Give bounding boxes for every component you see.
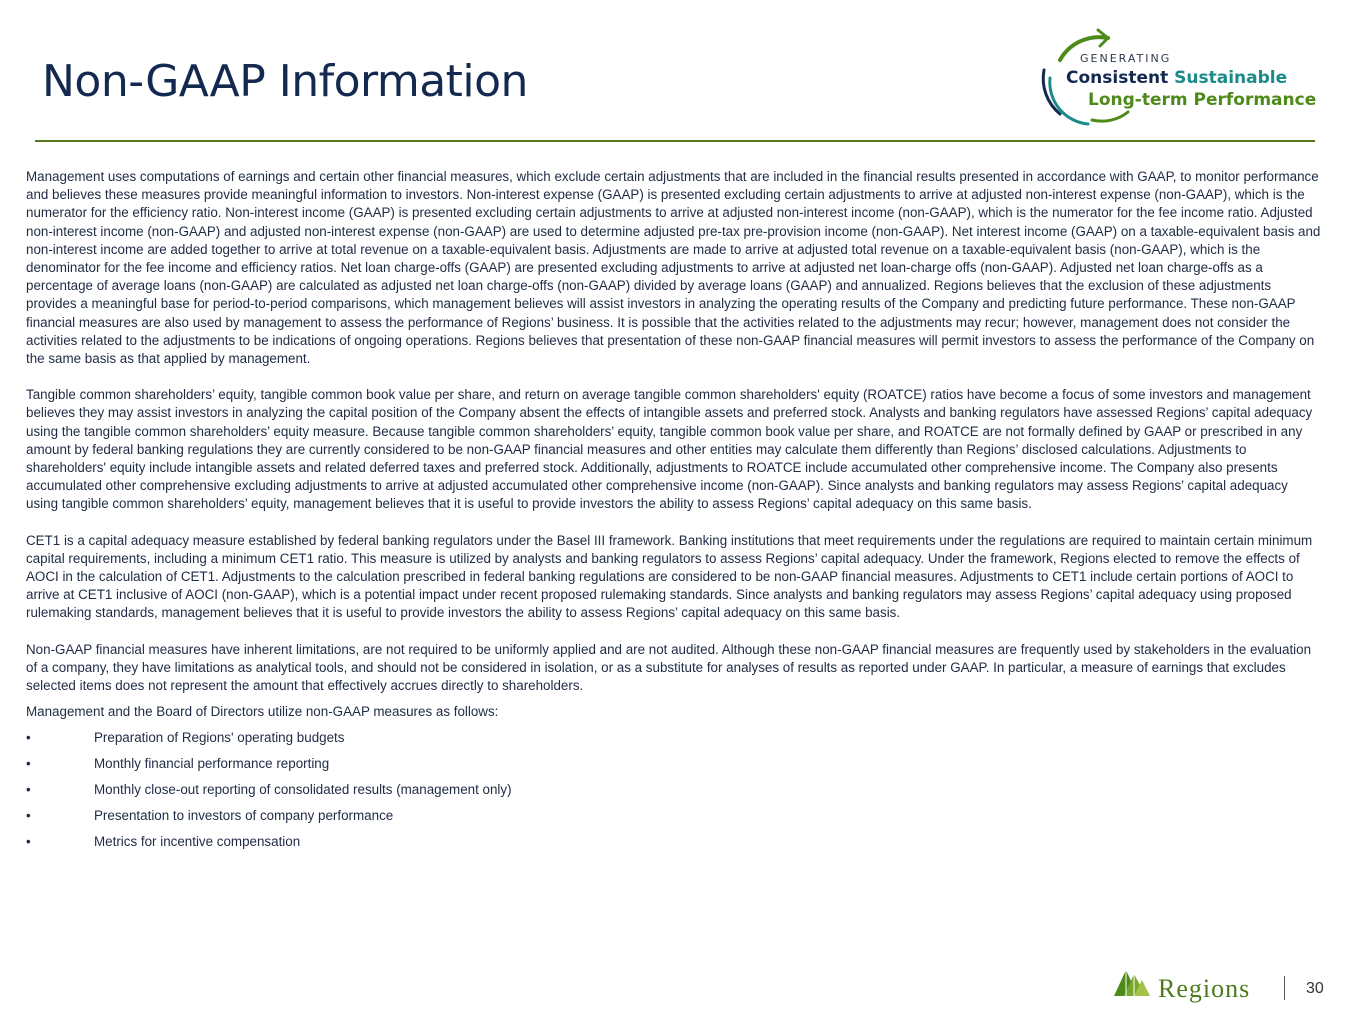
bullet-dot: • <box>26 782 31 798</box>
bullet-dot: • <box>26 808 31 824</box>
list-item-text: Metrics for incentive compensation <box>94 834 301 850</box>
pyramid-icon <box>1112 968 1152 998</box>
list-item-text: Monthly financial performance reporting <box>94 756 330 772</box>
usage-list <box>26 729 1322 859</box>
regions-logo <box>1112 968 1272 1002</box>
paragraph-limitations: Non-GAAP financial measures have inherent limitations, are not required to be uniformly applied and are not audited. Although these non-GAAP financial measures are frequently used by stakeholders in the evaluation of a company, they have limitations as analytical tools, and should not be considered in isolation, or as a substitute for analyses of results as reported under GAAP. In particular, a measure of earnings that excludes selected items does not represent the amount that effectively accrues directly to shareholders. <box>26 641 1312 694</box>
tagline-generating: GENERATING <box>1080 52 1172 65</box>
tagline-line2: Long-term Performance <box>1088 90 1317 110</box>
list-item-text: Monthly close-out reporting of consolidated results (management only) <box>94 782 512 798</box>
footer-divider <box>1284 976 1285 1000</box>
brand-name: Regions <box>1158 974 1251 1003</box>
tagline-line1 <box>1066 68 1287 88</box>
page-number: 30 <box>1306 980 1324 997</box>
paragraph-tangible-equity: Tangible common shareholders’ equity, tangible common book value per share, and return on average tangible common shareholders' equity (ROATCE) ratios have become a focus of some investors and management believes they may assist investors in analyzing the capital position of the Company absent the effects of intangible assets and preferred stock. Analysts and banking regulators have assessed Regions’ capital adequacy using the tangible common shareholders’ equity measure. Because tangible common shareholders’ equity, tangible common book value per share, and ROATCE are not formally defined by GAAP or prescribed in any amount by federal banking regulations they are currently considered to be non-GAAP financial measures and other entities may calculate them differently than Regions’ disclosed calculations. Adjustments to shareholders' equity include intangible assets and related deferred taxes and preferred stock. Additionally, adjustments to ROATCE include accumulated other comprehensive income. The Company also presents accumulated other comprehensive excluding adjustments to arrive at adjusted accumulated other comprehensive income (non-GAAP). Since analysts and banking regulators may assess Regions’ capital adequacy using tangible common shareholders’ equity, management believes that it is useful to provide investors the ability to assess Regions’ capital adequacy on this same basis. <box>26 387 1313 512</box>
tagline-sustainable: Sustainable <box>1174 68 1288 88</box>
page-title: Non-GAAP Information <box>42 56 528 107</box>
bullet-dot: • <box>26 730 31 746</box>
list-item-text: Preparation of Regions' operating budgets <box>94 730 345 746</box>
header-divider <box>35 140 1315 142</box>
paragraph-adjustments: Management uses computations of earnings and certain other financial measures, which exclude certain adjustments that are included in the financial results presented in accordance with GAAP, to monitor performance and believes these measures provide meaningful information to investors. Non-interest expense (GAAP) is presented excluding certain adjustments to arrive at adjusted non-interest expense (non-GAAP), which is the numerator for the efficiency ratio. Non-interest income (GAAP) is presented excluding certain adjustments to arrive at adjusted non-interest income (non-GAAP), which is the numerator for the fee income ratio. Adjusted non-interest income (non-GAAP) and adjusted non-interest expense (non-GAAP) are used to determine adjusted pre-tax pre-provision income (non-GAAP). Net interest income (GAAP) on a taxable-equivalent basis and non-interest income are added together to arrive at total revenue on a taxable-equivalent basis. Adjustments are made to arrive at adjusted total revenue on a taxable-equivalent basis (non-GAAP), which is the denominator for the fee income and efficiency ratios. Net loan charge-offs (GAAP) are presented excluding adjustments to arrive at adjusted net loan-charge offs (non-GAAP). Adjusted net loan charge-offs as a percentage of average loans (non-GAAP) are calculated as adjusted net loan charge-offs (non-GAAP) divided by average loans (GAAP) and annualized. Regions believes that the exclusion of these adjustments provides a meaningful base for period-to-period comparisons, which management believes will assist investors in analyzing the operating results of the Company and predicting future performance. These non-GAAP financial measures are also used by management to assess the performance of Regions’ business. It is possible that the activities related to the adjustments may recur; however, management does not consider the activities related to the adjustments to be indications of ongoing operations. Regions believes that presentation of these non-GAAP financial measures will permit investors to assess the performance of the Company on the same basis as that applied by management. <box>26 169 1321 367</box>
list-item <box>26 729 1322 755</box>
bullet-dot: • <box>26 756 31 772</box>
tagline-logo <box>1030 26 1330 130</box>
list-item <box>26 807 1322 833</box>
paragraph-cet1: CET1 is a capital adequacy measure established by federal banking regulators under the Basel III framework. Banking institutions that meet requirements under the regulations are required to maintain certain minimum capital requirements, including a minimum CET1 ratio. This measure is utilized by analysts and banking regulators to assess Regions’ capital adequacy. Under the framework, Regions elected to remove the effects of AOCI in the calculation of CET1. Adjustments to the calculation prescribed in federal banking regulations are considered to be non-GAAP financial measures. Adjustments to CET1 include certain portions of AOCI to arrive at CET1 inclusive of AOCI (non-GAAP), which is a potential impact under recent proposed rulemaking standards. Since analysts and banking regulators may assess Regions’ capital adequacy using proposed rulemaking standards, management believes that it is useful to provide investors the ability to assess Regions’ capital adequacy on this same basis. <box>26 532 1313 621</box>
tagline-consistent: Consistent <box>1066 68 1169 88</box>
bullet-dot: • <box>26 834 31 850</box>
main-content <box>26 168 1322 859</box>
list-item <box>26 781 1322 807</box>
list-item-text: Presentation to investors of company performance <box>94 808 394 824</box>
usage-intro: Management and the Board of Directors utilize non-GAAP measures as follows: <box>26 704 499 720</box>
list-item <box>26 833 1322 859</box>
list-item <box>26 755 1322 781</box>
